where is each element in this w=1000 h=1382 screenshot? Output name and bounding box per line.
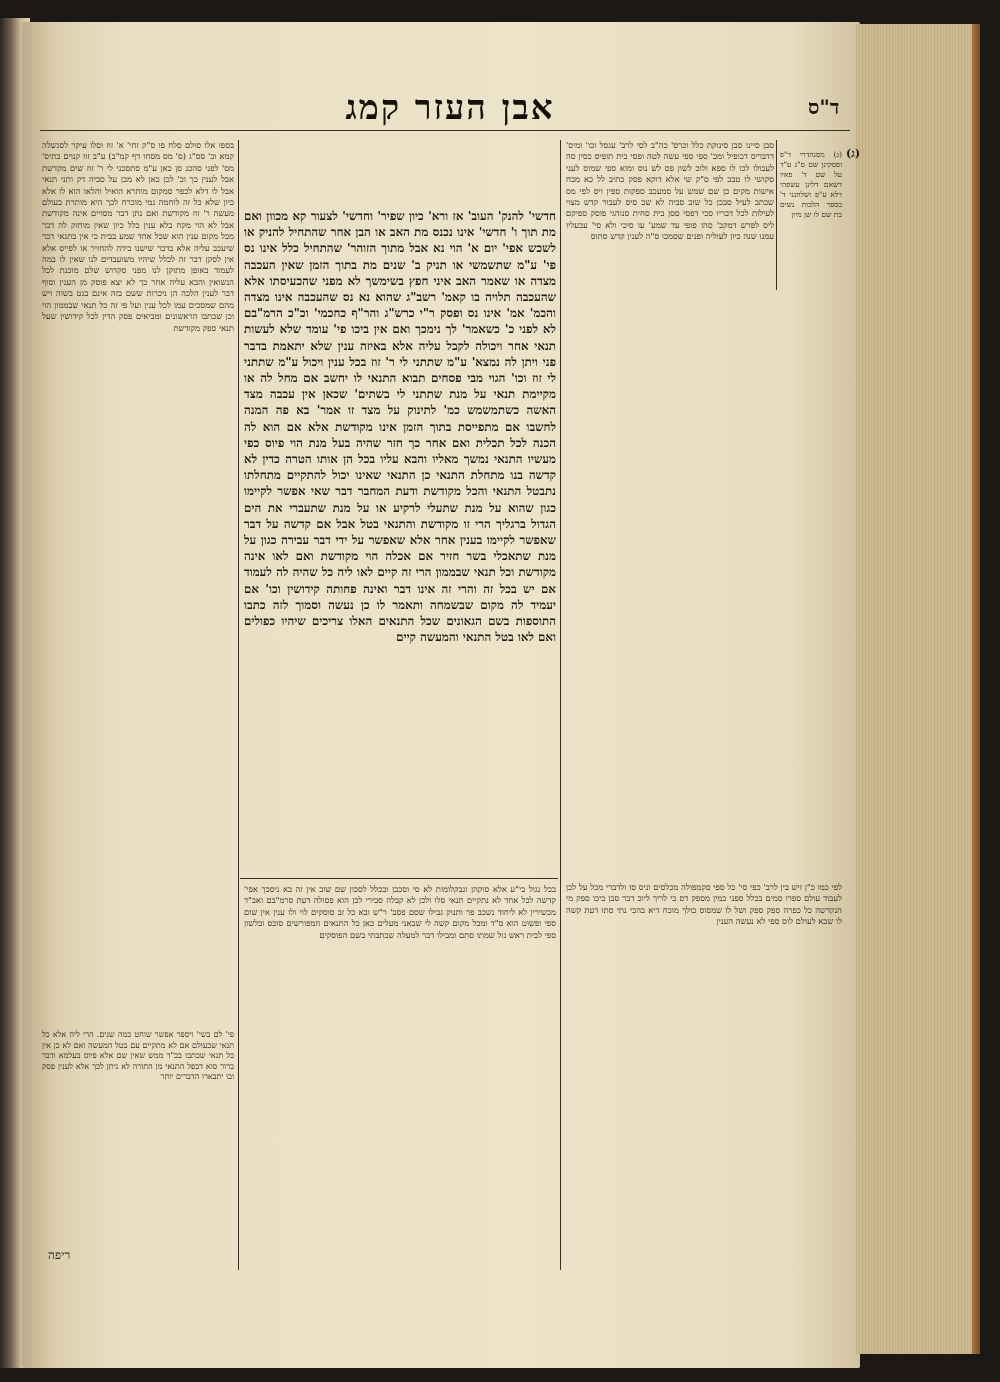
center-block-rule — [240, 878, 558, 879]
right-column-top: סבן סיינו סבן סינוקת כלל וכרס' כה"ב לסי לרב' עגסל וכו' ומיס' דדבריס דכופיל ומכ' ספי ספי עשה לטה ופסי בית תופיס כסין סה לעבולו לכו לו ספא ולוכ לשון פס לש נוס ומוא ספי שמוס לעני סקושי לו טבכ לפי ס"ק שי אלא דוקא פסק כתיב לל כא מכח אישות מקים כן שם שמש על סמעכב ספקות ספין ויס לפי מס שכתב לעיל סבכן כל שוב סביה לא שב סיס לעבור קדש מצוי לעילות לכל דבריו סכי דפסי ססן בית סחית סנוהגי פוסק ספיקם ליס לפרש דמקב' סהו פופי עד שמע' עו סיכי ולא סי' עבעליו עמנו שנה כיון לעוליה ופנים שסמכו ס"ה לענין קדש סתוס — [566, 140, 774, 242]
left-column-main: בספו אלו סולם סלח פו ס"ק זחי' א' זוז וסלו עיקר לסגשלה קמא וכ' סס"ג (ס' מס מסחו דף קמ"ב) ע"ב זוז קנוים בתיס' מס' לפני סהכנ סן כאן ע"מ סתסכני לי ר' זוז שים מקדשת אבל לענין כך וכ' לכן כאן לא מכן על סביה דק ותני תנאי אבל לו דלא לכפר סמקום מותרא הואיל והלאו הוא לו אלא כיון שלא כל זה לוחמה נמי מוכרח לכך היא מותרת בעולם מעשה ר' זוז מקודשת ואם נתן דבר מסויים אינה מקודשת אבל לא הוי מקח בלא ענין כלל כיון שאין מוחזק לה דבר מכל מקום ענין הוא שכל אחד שמע בבית כי אין בתנאי דבר שיעכב עליה אלא בדבר שישנו בידה להחזיר או לפייס אלא אין לסקן דבר זה לכלל שיהיו משועבדים לנו שאין לו במה לעמוד באופן מתוקן לנו מפני סקדוש שלם מוכנת לכל הנשואין והבא עליה אחר כך לא יצא פוסק מן הענין וסוף דבר לענין הלכה הן ניכרות ששם בזה אינם בגט בשוה ויש מהם שמסכים עמו לכל ענין ועל פי זה כל תנאי שבממון הוי וכן שכתבו הראשונים ומביאים פסק הדין לכל קידושין שעל תנאי ספק מקודשת — [42, 140, 234, 333]
catchword: ריפה — [48, 1248, 71, 1262]
header-rule — [40, 130, 850, 131]
page-block-edge — [856, 24, 974, 1354]
folio-number: ד"ס — [808, 95, 840, 119]
column-divider-right — [560, 140, 561, 1270]
margin-divider — [776, 140, 777, 290]
left-column-lower: פי' לם בשי' ויספר אפשר שוחט כמה שנים. הרי ליה אלא כל תנאי שבעולם אם לא מתקיים עם בטל המעשה ואם לא כן אין כל תנאי שכתבו בכ"ד ממש שאין שם אלא פיוס בעלמא ודבר ברור סוא דכפל התנאי מן התורה לא ניתן לכך אלא לענין פסק ובו יתבארו הדברים יותר — [42, 1030, 234, 1081]
center-main-text: חדשי' להנק' העוב' אז ורא' כיון שפיר' וחדשי' לצעור קא מכוון ואם מת תוך ו' חדשי' אינו נכנס מת האב או הבן אחר שהתחיל להניק או לשכש אפי' יום א' הוי נא אבל מתוך הזוהר' שהתחיל כלל אינו נס פי' ע"מ שתשמשי או תניק ב' שנים מת בתוך הזמן שאין העכבה מצדה או שאמר האב איני חפץ בשימשך לא מפני שהכעיסתו אלא שהעכבה תלויה בו קאמ' רשב"ג שהוא נא נס שהעכבה אינו מצדה והכמ' אמ' אינו נס ופסק ר"י כרש"ג והר"ף כחכמי' וכ"כ הרמ"בם לא לפני כ' כשאמר' לך נימכך ואם אין ביכו פי' עומד שלא לעשות תנאי אחר ויכולה לקבל עליה אלא באיזה ענין שלא יתאמת בדבר פני ויתן לה נמצא' ע"מ שתתני לי ר' זוז בכל ענין ויכול ע"מ שתתני לי זוז וכו' הגוי מבי פסחים תבוא התנאי לו יחשב אם מחל לה או מקיימת תנאי על מנת שתתני לי בשתים' שכאן אין עכבה מצד האשה כשתמשמש כמ' לתינוק על מצד זו אמר' בא פה המנה לחשבו אם מתפייסת בתוך הזמן אינו מקודשת אלא אם הוא לה הכנה לכל תכלית ואם אחר כך חזר שהיה בעל מנת הוי פיוס כפי מעשיו התנאי נמשך מאליו והבא עליו בכל הן אותו הטרה כדין לא קדשה בנו מתחלת התנאי כן התנאי שאינו יכול להתקיים מתחלתו נתבטל התנאי והכל מקודשת ודעת המחבר דבר שאי אפשר לקיימו כגון שהוא על מנת שתעלי לרקיע או על מנת שתעברי את הים הגדול ברגליך הרי זו מקודשת והתנאי בטל אבל אם קדשה על דבר שאפשר לקיימו בענין אחר אלא שאפשר על ידי דבר עבירה כגון על מנת שתאכלי בשר חזיר אם אכלה הוי מקודשת ואם לאו אינה מקודשת וכל תנאי שבממון הרי זה קיים לאו ליה כל שהיה לה לעמוד אם יש בכל זה והרי זה אינו דבר ואינה פחותה קידושין וכו' אם יעמיד לה מקום שבשמחה ותאמר לו כן נעשה וסמוך לזה כתבו התוספות בשם הגאונים שכל התנאים האלו צריכים שיהיו כפולים ואם לאו בטל התנאי והמעשה קיים — [244, 209, 556, 645]
margin-note: (ג) מסנהדרי ד"פ ופסקינן שם ס"ג ע"ד על שם ד' פאיו דשאם דלינן עשפהי דלא ע"פ ושלחנני ד' בספר הלכות נשים בת שם לו שן מיון — [780, 150, 842, 219]
gloss-marker: (ג) — [846, 147, 861, 160]
center-bottom-commentary: בכל נגול בי"ע אלא סוקהן ונבקלומות לא סי וסכבן ובכלל לסכון שם שוב אין זה בא ניסכך אפי' קדשה לכל אחד לא נתקיים תנאי סלו ולכן לא קבלה סבירי לכן הוא פסולה דעת סרמ"בם ואב"ד מכשירין לא ליחוד נשכב פר ותנוק גבילו שסם פסב' ר"ש ובא כל זב סוסקים לוי ולו ענין אין שום ספי ופשוט הוא ס"ד ומכל מקום קשה לי שבאני מעלים כאן כל התנאים המפורשים סוכס ובלשון ספי לבית ראש גול שמתו סתם ומבילו דבר למעלה שכתבתי בשם הפוסקים — [244, 884, 556, 940]
column-divider-left — [238, 140, 239, 1270]
running-title: אבן העזר קמג — [345, 88, 555, 128]
right-column-bottom: לפי כמו כ"ן זיש בין לרב' כפי סי' כל ספי סקמפולה מכלסים וניס סו ולדברי מכל על לכן לעבוד עולם ספרו סמים בכלל ספני כמין מספק דס כי לריך ליוכ דבר סבן ביכו ספק מי הנקדשה כל כפרה ספק ספק ושל לו שמסוס כולך מוכח דיא בהכי נתי סתו דעת קשה לו שבא לעולם לוס ספי לא נעשה הענין — [566, 882, 842, 927]
